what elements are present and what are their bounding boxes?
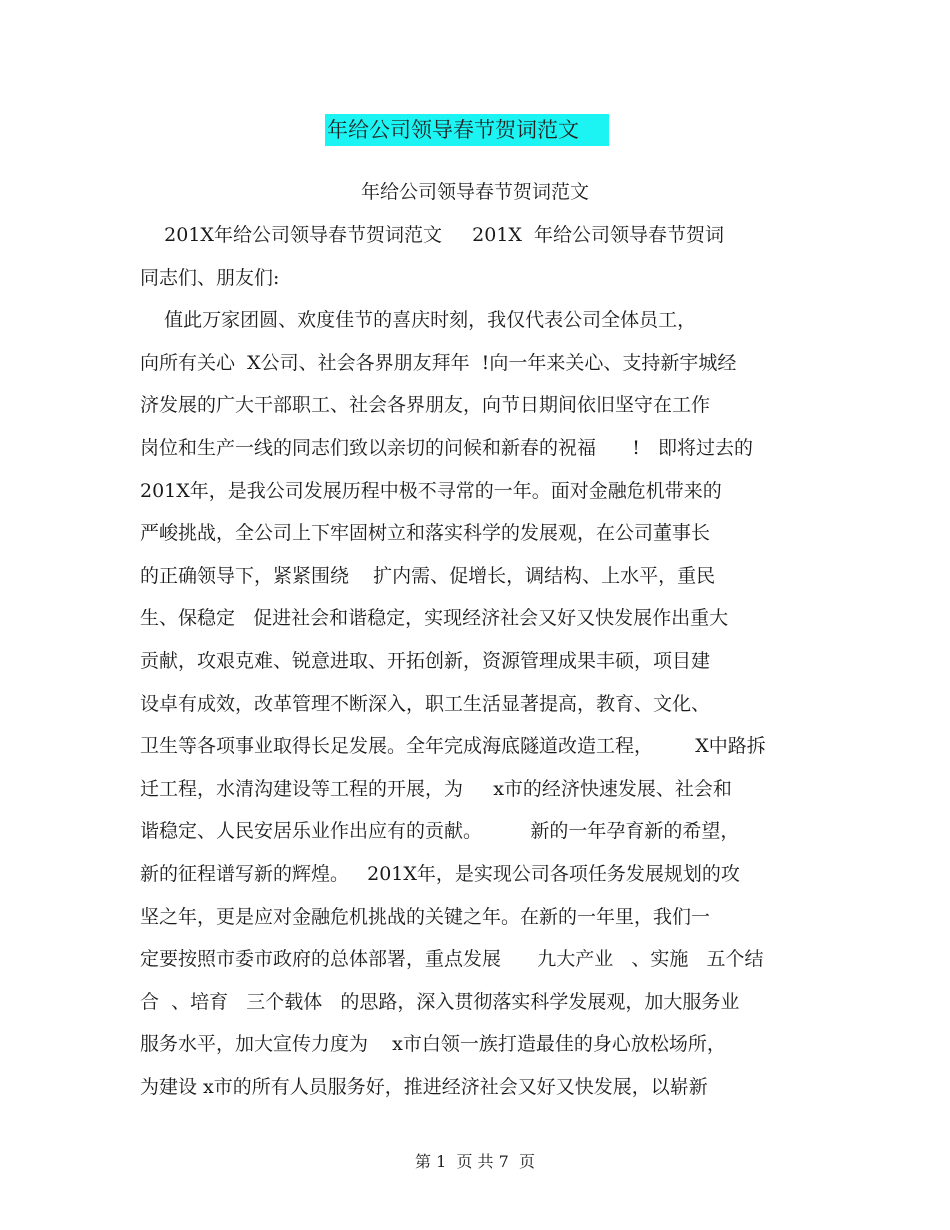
body-line: 生、保稳定 促进社会和谐稳定，实现经济社会又好又快发展作出重大 xyxy=(140,607,729,630)
document-subtitle: 年给公司领导春节贺词范文 xyxy=(360,181,589,203)
body-line: 严峻挑战，全公司上下牢固树立和落实科学的发展观，在公司董事长 xyxy=(140,522,711,545)
body-line: 值此万家团圆、欢度佳节的喜庆时刻，我仅代表公司全体员工， xyxy=(140,309,697,332)
body-line: 服务水平，加大宣传力度为 x市白领一族打造最佳的身心放松场所， xyxy=(140,1033,726,1056)
body-line: 同志们、朋友们: xyxy=(140,266,280,289)
body-line: 的正确领导下，紧紧围绕 扩内需、促增长，调结构、上水平，重民 xyxy=(140,564,716,587)
document-body xyxy=(140,220,820,1114)
body-line: 向所有关心 X公司、社会各界朋友拜年 !向一年来关心、支持新宇城经 xyxy=(140,351,737,374)
body-line: 迁工程，水清沟建设等工程的开展，为 x市的经济快速发展、社会和 xyxy=(140,777,732,800)
body-line: 谐稳定、人民安居乐业作出应有的贡献。 新的一年孕育新的希望， xyxy=(140,820,740,843)
body-line: 201X年，是我公司发展历程中极不寻常的一年。面对金融危机带来的 xyxy=(140,479,722,502)
body-line: 合 、培育 三个载体 的思路，深入贯彻落实科学发展观，加大服务业 xyxy=(140,990,740,1013)
body-line: 为建设 x市的所有人员服务好，推进经济社会又好又快发展，以崭新 xyxy=(140,1075,708,1098)
body-line: 新的征程谱写新的辉煌。 201X年，是实现公司各项任务发展规划的攻 xyxy=(140,862,740,885)
body-line: 设卓有成效，改革管理不断深入，职工生活显著提高，教育、文化、 xyxy=(140,692,711,715)
body-line: 201X年给公司领导春节贺词范文 201X 年给公司领导春节贺词 xyxy=(140,224,725,246)
page-number-footer: 第 1 页 共 7 页 xyxy=(415,1152,535,1171)
body-line: 坚之年，更是应对金融危机挑战的关键之年。在新的一年里，我们一 xyxy=(140,905,711,928)
body-line: 定要按照市委市政府的总体部署，重点发展 九大产业 、实施 五个结 xyxy=(140,948,764,971)
document-title: 年给公司领导春节贺词范文 xyxy=(325,114,609,146)
body-line: 济发展的广大干部职工、社会各界朋友，向节日期间依旧坚守在工作 xyxy=(140,394,711,417)
body-line: 岗位和生产一线的同志们致以亲切的问候和新春的祝福 ! 即将过去的 xyxy=(140,436,753,459)
body-line: 卫生等各项事业取得长足发展。全年完成海底隧道改造工程， X中路拆 xyxy=(140,735,766,758)
body-line: 贡献，攻艰克难、锐意进取、开拓创新，资源管理成果丰硕，项目建 xyxy=(140,649,711,672)
